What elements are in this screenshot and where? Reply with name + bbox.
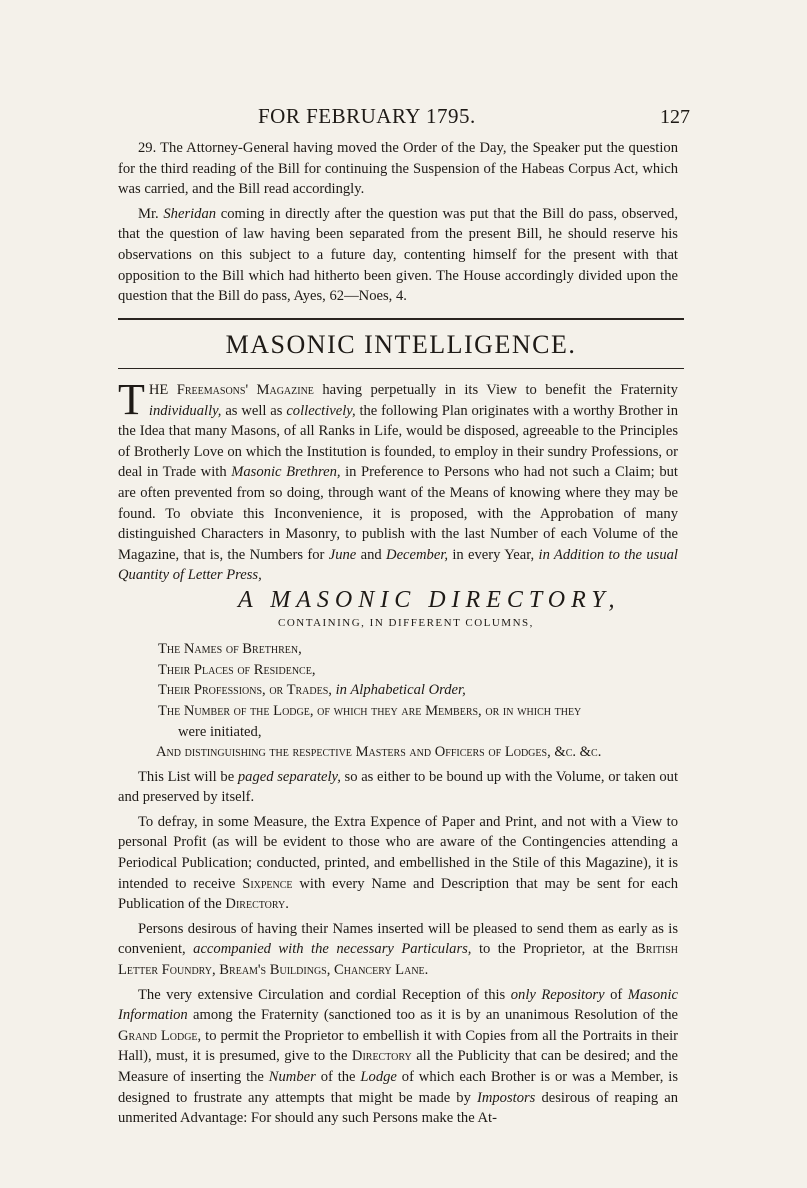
directory-columns-list: [158, 639, 678, 763]
page-number: 127: [660, 106, 690, 128]
list-item-masters-officers: And distinguishing the respective Masters and Officers of Lodges, &c. &c.: [156, 744, 602, 761]
list-item-names: The Names of Brethren,: [158, 641, 302, 658]
paragraph-list-paging: This List will be paged separately, so as either to be bound up with the Volume, or taken out and preserved by itself.: [118, 768, 678, 806]
paragraph-defray: To defray, in some Measure, the Extra Expence of Paper and Print, and not with a View to personal Profit (as will be evident to those who are aware of the Contingencies attending a Periodical Publication; conducted, printed, and embellished in the Stile of this Magazine), it is intended to receive Sixpence with every Name and Description that may be sent for each Publication of the Directory.: [118, 813, 678, 913]
paragraph-circulation: The very extensive Circulation and cordial Reception of this only Repository of Masonic Information among the Fraternity (sanctioned too as it is by an unanimous Resolution of the Grand Lodge, to permit the Proprietor to embellish it with Copies from all the Portraits in their Hall), must, it is presumed, give to the Directory all the Publicity that can be desired; and the Measure of inserting the Number of the Lodge of which each Brother is or was a Member, is designed to frustrate any attempts that might be made by Impostors desirous of reaping an unmerited Advantage: For should any such Persons make the At-: [118, 986, 679, 1127]
paragraph-persons-desirous: Persons desirous of having their Names inserted will be pleased to send them as early as is convenient, accompanied with the necessary Particulars, to the Proprietor, at the British Letter Foundry, Bream's Buildings, Chancery Lane.: [118, 920, 679, 979]
section-title: MASONIC INTELLIGENCE.: [225, 330, 577, 359]
list-item-residence: Their Places of Residence,: [158, 661, 316, 678]
section-rule-bottom: [118, 368, 684, 369]
list-item-lodge-number-cont: were initiated,: [178, 723, 262, 740]
paragraph-sheridan: Mr. Sheridan coming in directly after the question was put that the Bill do pass, observed, that the question of law having been separated from the present Bill, he should reserve his observations on this subject to a future day, contenting himself for the present with that opposition to the Bill which had hitherto been given. The House accordingly divided upon the question that the Bill do pass, Ayes, 62—Noes, 4.: [118, 205, 678, 305]
running-title: FOR FEBRUARY 1795.: [258, 104, 476, 128]
intro-paragraph: THE Freemasons' Magazine having perpetually in its View to benefit the Fraternity individually, as well as collectively, the following Plan originates with a worthy Brother in the Idea that many Masons, of all Ranks in Life, would be disposed, agreeable to the Principles of Brotherly Love on which the Institution is founded, to employ in their sundry Professions, or deal in Trade with Masonic Brethren, in Preference to Persons who had not such a Claim; but are often prevented from so doing, through want of the Means of knowing where they may be found. To obviate this Inconvenience, it is proposed, with the Approbation of many distinguished Characters in Masonry, to publish with the last Number of each Volume of the Magazine, that is, the Numbers for June and December, in every Year, in Addition to the usual Quantity of Letter Press,: [118, 375, 678, 584]
directory-subtitle: CONTAINING, IN DIFFERENT COLUMNS,: [278, 616, 534, 629]
masonic-article: [118, 375, 679, 1133]
list-item-professions: Their Professions, or Trades, in Alphabetical Order,: [158, 682, 466, 699]
parliamentary-report: [118, 138, 678, 311]
drop-cap: T: [118, 375, 145, 424]
section-rule-top: [118, 318, 684, 320]
name-sheridan: Sheridan: [163, 205, 217, 222]
paragraph-attorney-general: 29. The Attorney-General having moved the Order of the Day, the Speaker put the question for the third reading of the Bill for continuing the Suspension of the Habeas Corpus Act, which was carried, and the Bill read accordingly.: [118, 140, 678, 198]
directory-title: A MASONIC DIRECTORY,: [238, 586, 621, 613]
running-header: [258, 104, 690, 129]
list-item-lodge-number: The Number of the Lodge, of which they are Members, or in which they: [158, 702, 582, 719]
